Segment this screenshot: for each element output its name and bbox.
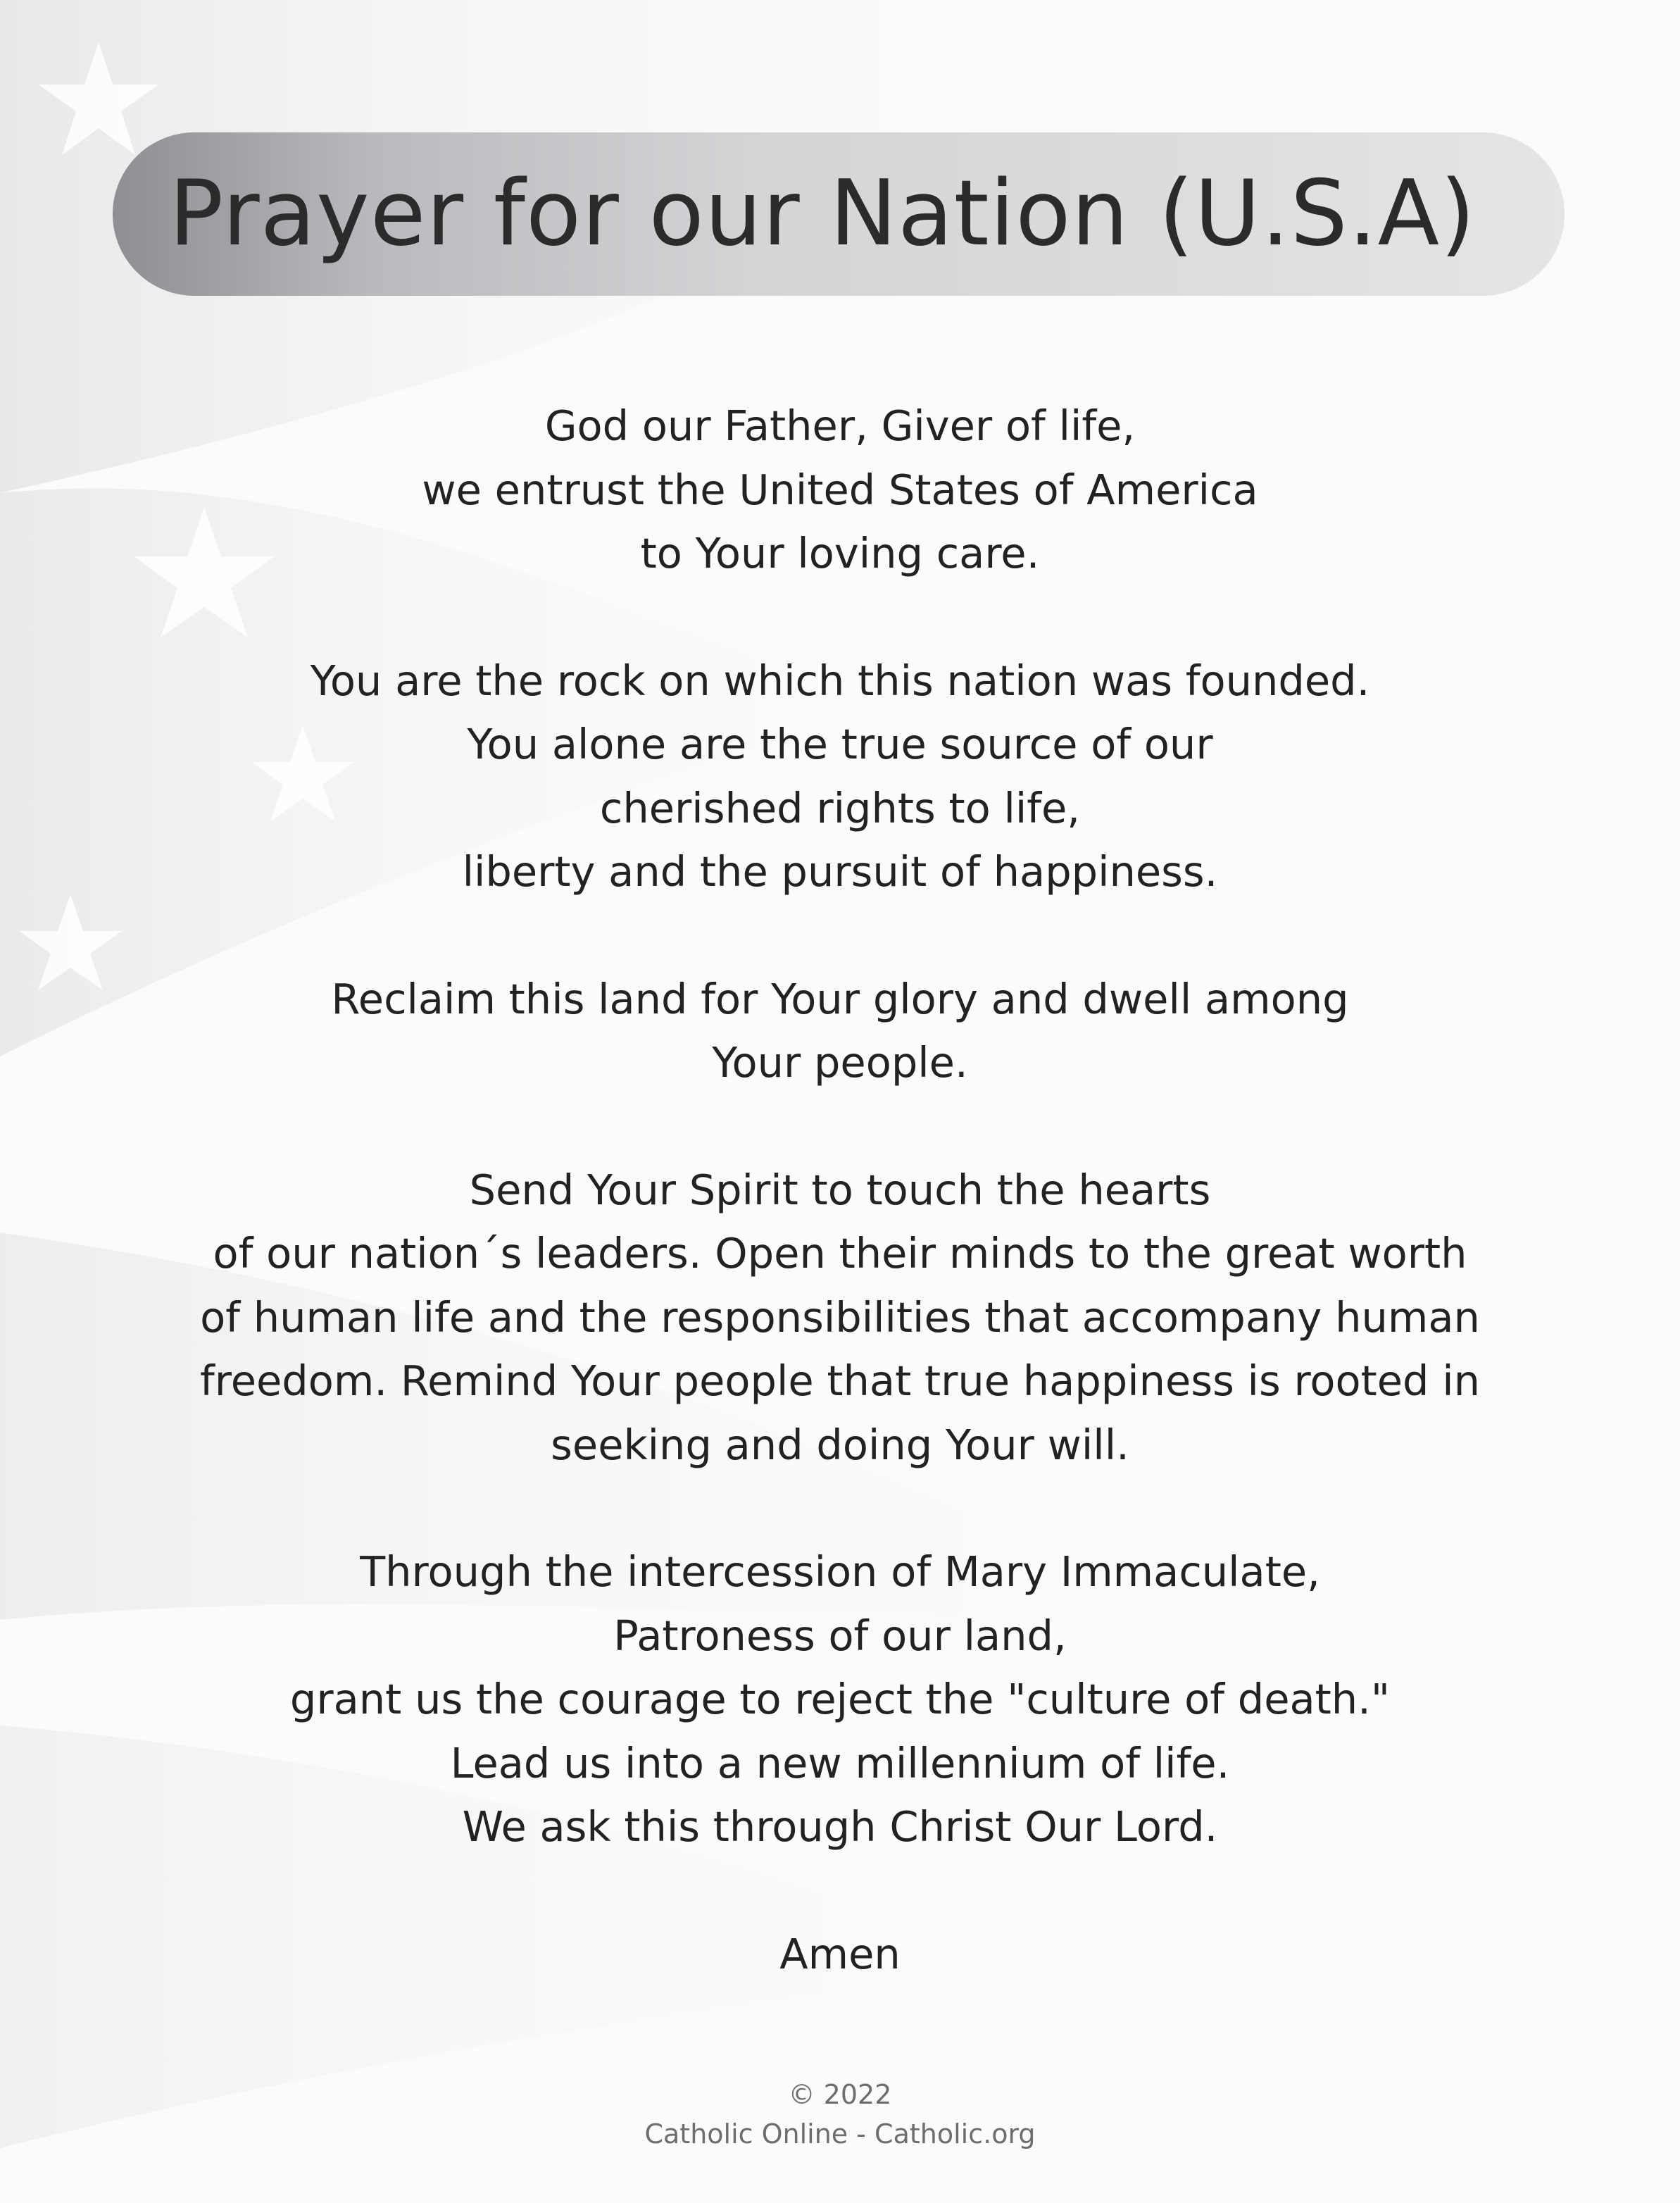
prayer-line: Reclaim this land for Your glory and dwell among	[331, 974, 1349, 1023]
prayer-line: We ask this through Christ Our Lord.	[462, 1802, 1218, 1851]
prayer-line: we entrust the United States of America	[422, 465, 1258, 514]
prayer-line: Patroness of our land,	[613, 1611, 1067, 1660]
prayer-line: seeking and doing Your will.	[551, 1420, 1129, 1469]
prayer-line: liberty and the pursuit of happiness.	[462, 847, 1218, 896]
page-title: Prayer for our Nation (U.S.A)	[169, 161, 1477, 266]
prayer-line: Through the intercession of Mary Immaculate,	[360, 1547, 1320, 1596]
prayer-line: freedom. Remind Your people that true happiness is rooted in	[199, 1356, 1481, 1405]
prayer-line: Send Your Spirit to touch the hearts	[469, 1165, 1211, 1214]
prayer-line: God our Father, Giver of life,	[544, 401, 1136, 450]
stanza	[0, 1159, 1680, 1478]
prayer-line: You alone are the true source of our	[467, 720, 1213, 768]
stanza	[0, 649, 1680, 904]
prayer-line: You are the rock on which this nation was founded.	[310, 656, 1370, 705]
closing-amen: Amen	[779, 1929, 901, 1978]
copyright-text: © 2022	[788, 2079, 892, 2110]
prayer-line: grant us the courage to reject the "culture of death."	[289, 1675, 1391, 1723]
prayer-body	[0, 394, 1680, 1986]
stanza	[0, 1540, 1680, 1859]
prayer-line: cherished rights to life,	[599, 783, 1081, 832]
prayer-line: Lead us into a new millennium of life.	[450, 1738, 1230, 1787]
prayer-line: Your people.	[712, 1038, 968, 1087]
source-text: Catholic Online - Catholic.org	[644, 2118, 1036, 2149]
prayer-line: to Your loving care.	[640, 529, 1040, 578]
prayer-line: of human life and the responsibilities that accompany human	[200, 1292, 1480, 1342]
footer	[0, 2075, 1680, 2154]
stanza	[0, 968, 1680, 1095]
prayer-line: of our nation´s leaders. Open their minds to the great worth	[213, 1229, 1467, 1278]
stanza	[0, 394, 1680, 586]
